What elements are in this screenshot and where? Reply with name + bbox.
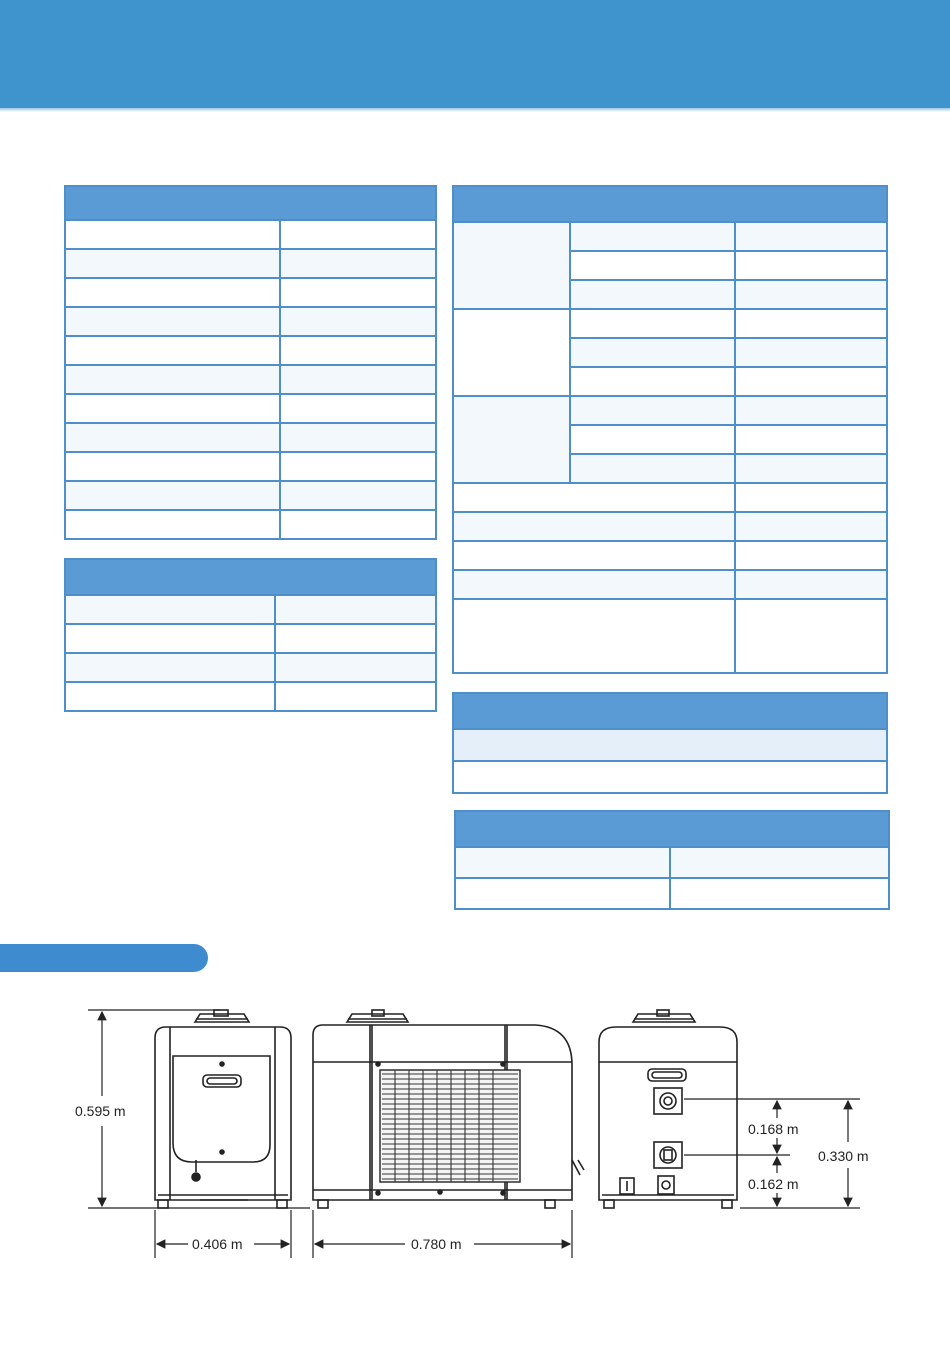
spec-table-right-bottom — [454, 810, 890, 910]
banner-shadow — [0, 108, 950, 112]
table-row — [65, 336, 436, 365]
spec-table-right-middle — [452, 692, 888, 794]
table-row — [455, 847, 889, 878]
table-row — [453, 309, 887, 338]
table-row — [65, 624, 436, 653]
table-header — [65, 186, 436, 220]
table-row — [453, 541, 887, 570]
table-row — [65, 278, 436, 307]
table-row — [453, 483, 887, 512]
table-row — [453, 761, 887, 793]
table-header — [453, 693, 887, 729]
table-row — [65, 653, 436, 682]
header-banner — [0, 0, 950, 110]
table-row — [453, 599, 887, 673]
back-view — [599, 1010, 737, 1208]
section-tab — [0, 944, 208, 972]
width-label: 0.780 m — [411, 1236, 462, 1252]
spec-table-left-bottom — [64, 558, 437, 712]
table-header — [455, 811, 889, 847]
depth-label: 0.406 m — [192, 1236, 243, 1252]
table-row — [65, 595, 436, 624]
table-row — [65, 365, 436, 394]
spec-table-right-main — [452, 185, 888, 674]
table-row — [453, 512, 887, 541]
table-row — [65, 249, 436, 278]
table-row — [453, 222, 887, 251]
table-row — [65, 220, 436, 249]
height-label: 0.595 m — [75, 1103, 126, 1119]
table-row — [65, 394, 436, 423]
table-header — [65, 559, 436, 595]
dimension-drawing — [0, 990, 950, 1290]
spec-table-left-top — [64, 185, 437, 540]
port-lower-label: 0.162 m — [748, 1176, 799, 1192]
table-row — [65, 682, 436, 711]
table-row — [65, 510, 436, 539]
port-total-label: 0.330 m — [818, 1148, 869, 1164]
table-row — [65, 307, 436, 336]
table-header — [453, 186, 887, 222]
table-row — [455, 878, 889, 909]
front-view — [155, 1010, 291, 1208]
port-upper-label: 0.168 m — [748, 1121, 799, 1137]
table-row — [453, 570, 887, 599]
table-row — [453, 396, 887, 425]
table-row — [453, 729, 887, 761]
table-row — [65, 423, 436, 452]
condenser-grille — [380, 1070, 520, 1182]
table-row — [65, 481, 436, 510]
table-row — [65, 452, 436, 481]
